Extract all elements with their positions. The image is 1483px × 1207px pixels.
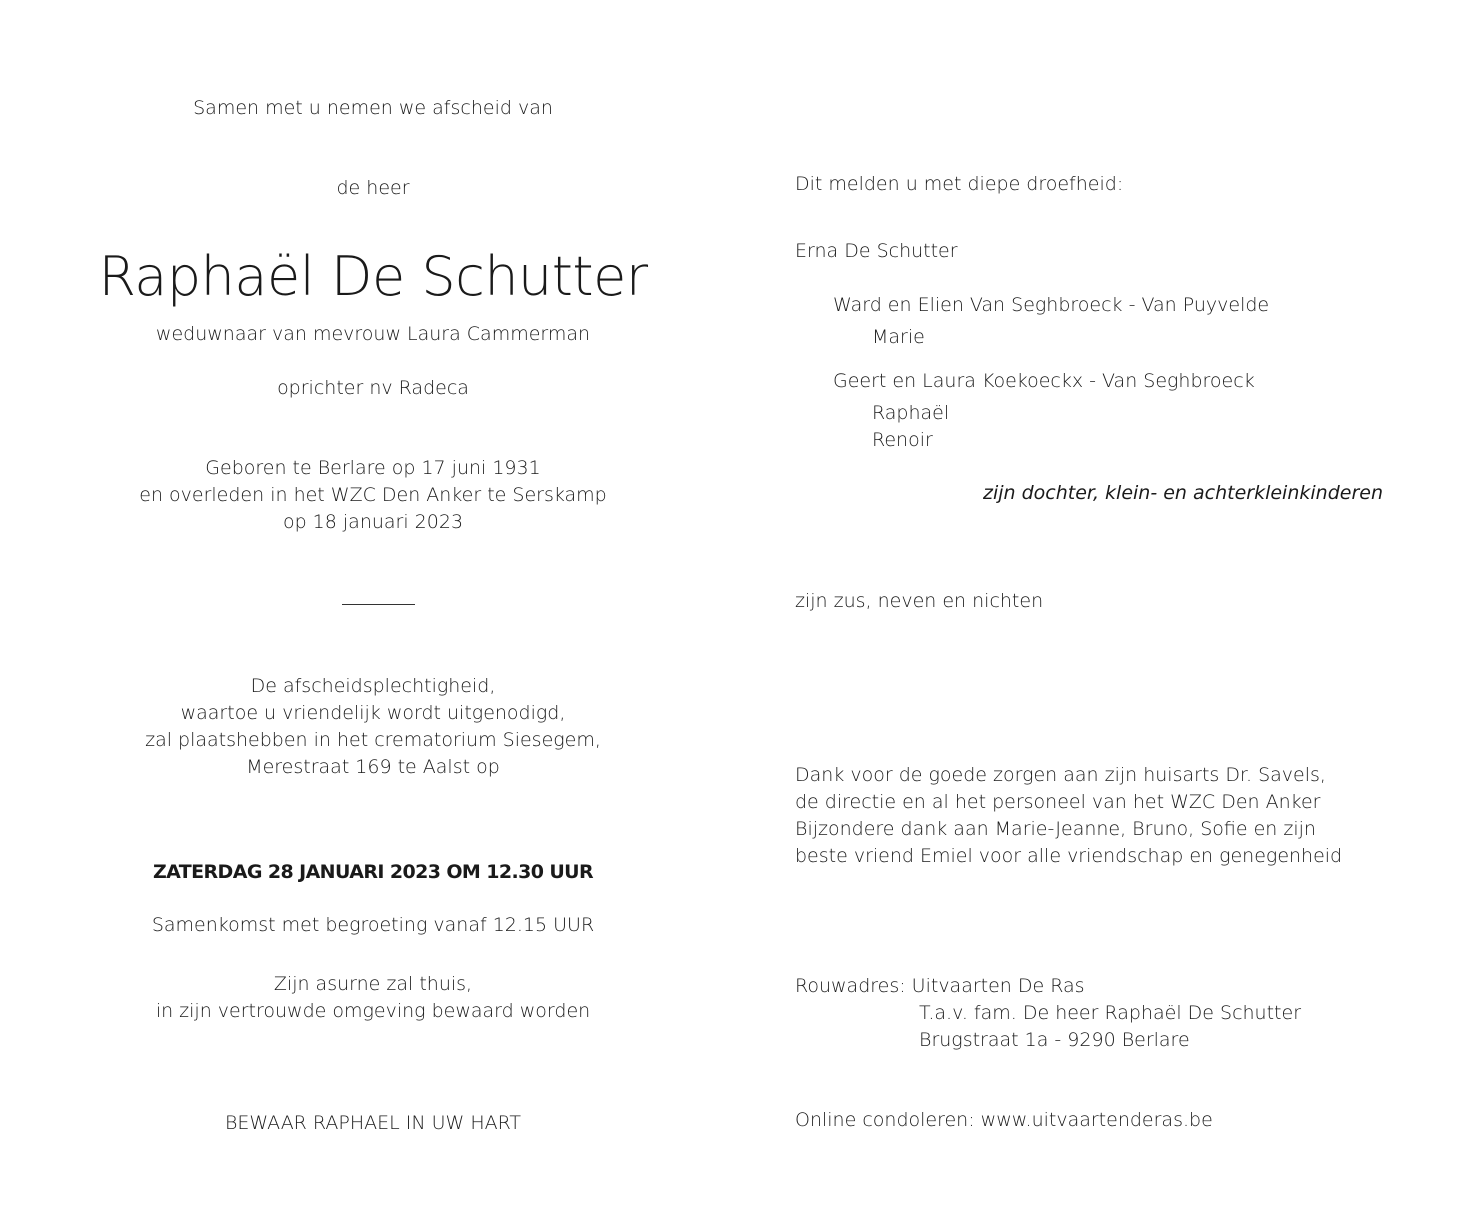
salutation: de heer (336, 177, 410, 199)
family-2: Geert en Laura Koekoeckx - Van Seghbroeck (833, 370, 1255, 392)
ceremony-datetime: ZATERDAG 28 JANUARI 2023 OM 12.30 UUR (152, 861, 594, 883)
died-line: en overleden in het WZC Den Anker te Serskamp (139, 484, 607, 506)
address-line-2: Brugstraat 1a - 9290 Berlare (919, 1029, 1190, 1051)
relatives-line: zijn zus, neven en nichten (795, 590, 1044, 612)
family-2-child-1: Raphaël (872, 402, 950, 424)
intro-text: Samen met u nemen we afscheid van (193, 97, 553, 119)
family-1: Ward en Elien Van Seghbroeck - Van Puyvelde (833, 294, 1270, 316)
announce-line: Dit melden u met diepe droefheid: (795, 173, 1124, 195)
widower-line: weduwnaar van mevrouw Laura Cammerman (155, 323, 591, 345)
thanks-line-1: Dank voor de goede zorgen aan zijn huisarts Dr. Savels, (795, 764, 1326, 786)
family-2-child-2: Renoir (872, 429, 933, 451)
remember-line: BEWAAR RAPHAEL IN UW HART (224, 1112, 522, 1134)
died-date-line: op 18 januari 2023 (282, 511, 464, 533)
online-condolence: Online condoleren: www.uitvaartenderas.be (795, 1109, 1213, 1131)
address-label: Rouwadres: Uitvaarten De Ras (795, 975, 1085, 997)
daughter-name: Erna De Schutter (795, 240, 958, 262)
founder-line: oprichter nv Radeca (277, 377, 469, 399)
born-line: Geboren te Berlare op 17 juni 1931 (205, 457, 541, 479)
urn-line-1: Zijn asurne zal thuis, (273, 973, 473, 995)
relation-line: zijn dochter, klein- en achterkleinkinderen (982, 482, 1383, 504)
gathering-line: Samenkomst met begroeting vanaf 12.15 UUR (151, 914, 595, 936)
family-1-child: Marie (872, 326, 925, 348)
thanks-line-4: beste vriend Emiel voor alle vriendschap en genegenheid (795, 845, 1343, 867)
ceremony-line-1: De afscheidsplechtigheid, (250, 675, 496, 697)
urn-line-2: in zijn vertrouwde omgeving bewaard worden (155, 1000, 591, 1022)
ceremony-line-4: Merestraat 169 te Aalst op (246, 756, 500, 778)
deceased-name: Raphaël De Schutter (98, 245, 648, 308)
thanks-line-3: Bijzondere dank aan Marie-Jeanne, Bruno, Sofie en zijn (795, 818, 1316, 840)
ceremony-line-3: zal plaatshebben in het crematorium Siesegem, (145, 729, 601, 751)
divider (342, 604, 415, 605)
address-line-1: T.a.v. fam. De heer Raphaël De Schutter (919, 1002, 1302, 1024)
thanks-line-2: de directie en al het personeel van het WZC Den Anker (795, 791, 1321, 813)
ceremony-line-2: waartoe u vriendelijk wordt uitgenodigd, (180, 702, 566, 724)
